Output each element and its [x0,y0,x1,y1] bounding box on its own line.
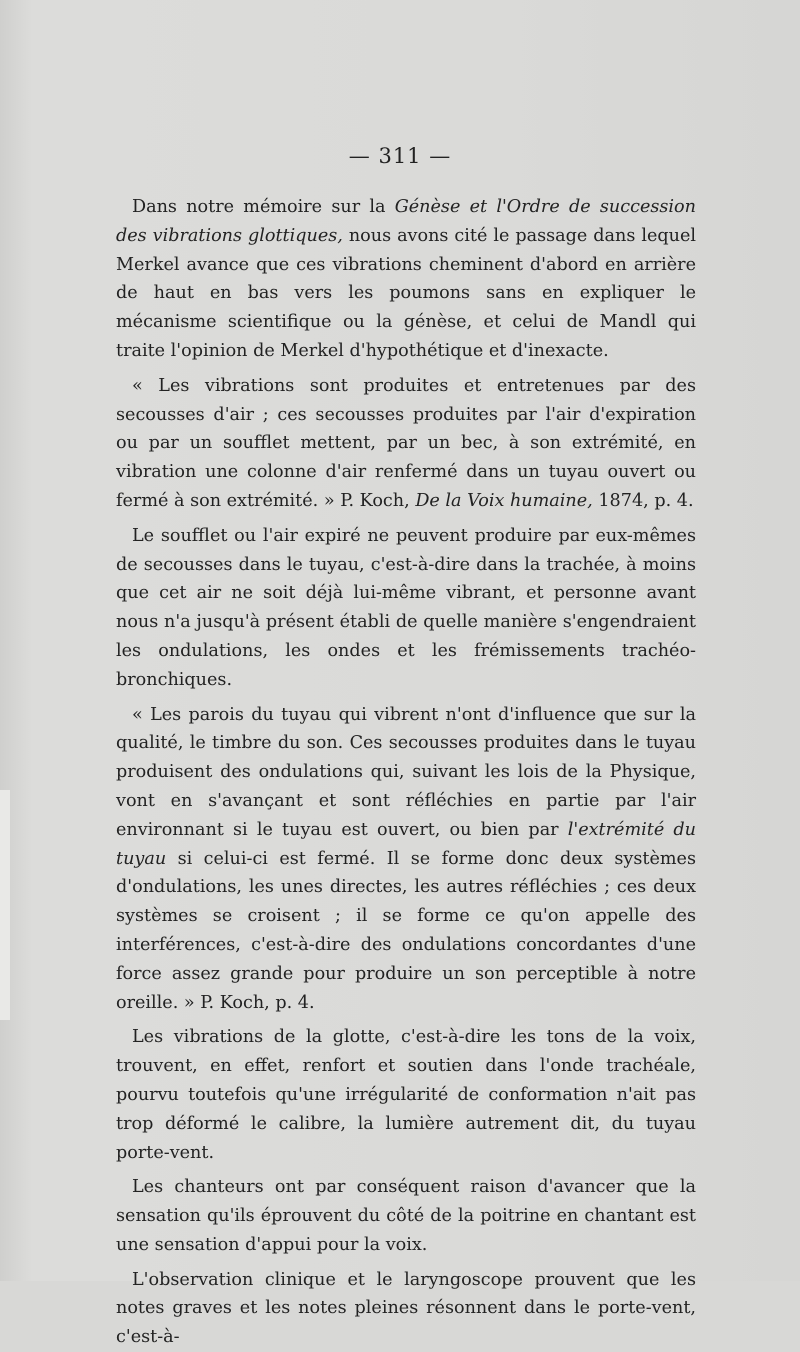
body-text [116,193,696,1352]
paragraph-1-text: Dans notre mémoire sur la [132,197,395,217]
paragraph-5-text: Les vibrations de la glotte, c'est-à-dire les tons de la voix, trouvent, en effet, renfort et soutien dans l'onde trachéale, pourvu toutefois qu'une irrégularité de conformation n'ait pas trop déformé le calibre, la lumière autrement dit, du tuyau porte-vent. [116,1027,696,1163]
paragraph-2-italic: De la Voix humaine, [415,490,593,511]
paragraph-3-text: Le soufflet ou l'air expiré ne peuvent produire par eux-mêmes de secousses dans le tuyau, c'est-à-dire dans la trachée, à moins que cet air ne soit déjà lui-même vibrant, et personne avant nous n'a jusqu'à présent établi de quelle manière s'engendraient les ondulations, les ondes et les frémissements trachéo-bronchiques. [116,525,696,690]
page-edge-shadow [0,790,10,1020]
paragraph-2-text-end: 1874, p. 4. [592,490,694,511]
paragraph-3 [116,522,696,695]
paragraph-6 [116,1173,696,1259]
paragraph-1-text-end: nous avons cité le passage dans lequel Merkel avance que ces vibrations cheminent d'abord en arrière de haut en bas vers les poumons sans en expliquer le mécanisme scientifique ou la génèse, et celui de Mandl qui traite l'opinion de Merkel d'hypothétique et d'inexacte. [116,225,696,361]
paragraph-1-italic: Génèse et l'Ordre de succession des vibrations glottiques, [116,197,696,246]
paragraph-7 [116,1266,696,1352]
paragraph-1 [116,193,696,366]
paragraph-5 [116,1023,696,1167]
paragraph-2-text: « Les vibrations sont produites et entretenues par des secousses d'air ; ces secousses produites par l'air d'expiration ou par un soufflet mettent, par un bec, à son extrémité, en vibration une colonne d'air renfermé dans un tuyau ouvert ou fermé à son extrémité. » P. Koch, [116,375,696,511]
paragraph-4-quote [116,701,696,1018]
paragraph-6-text: Les chanteurs ont par conséquent raison d'avancer que la sensation qu'ils éprouvent du côté de la poitrine en chantant est une sensation d'appui pour la voix. [116,1177,696,1255]
paragraph-4-text: « Les parois du tuyau qui vibrent n'ont d'influence que sur la qualité, le timbre du son. Ces secousses produites dans le tuyau produisent des ondulations qui, suivant les lois de la Physique, vont en s'avançant et sont réfléchies en partie par l'air environnant si le tuyau est ouvert, ou bien par [116,704,696,840]
paragraph-7-text: L'observation clinique et le laryngoscope prouvent que les notes graves et les notes pleines résonnent dans le porte-vent, c'est-à- [116,1269,696,1348]
paragraph-4-text-end: si celui-ci est fermé. Il se forme donc deux systèmes d'ondulations, les unes directes, les autres réfléchies ; ces deux systèmes se croisent ; il se forme ce qu'on appelle des interférences, c'est-à-dire des ondulations concordantes d'une force assez grande pour produire un son perceptible à notre oreille. » P. Koch, p. 4. [116,848,696,1013]
paragraph-2-quote [116,372,696,516]
paragraph-4-italic: l'extrémité du tuyau [116,819,696,869]
page-number: — 311 — [348,144,452,168]
